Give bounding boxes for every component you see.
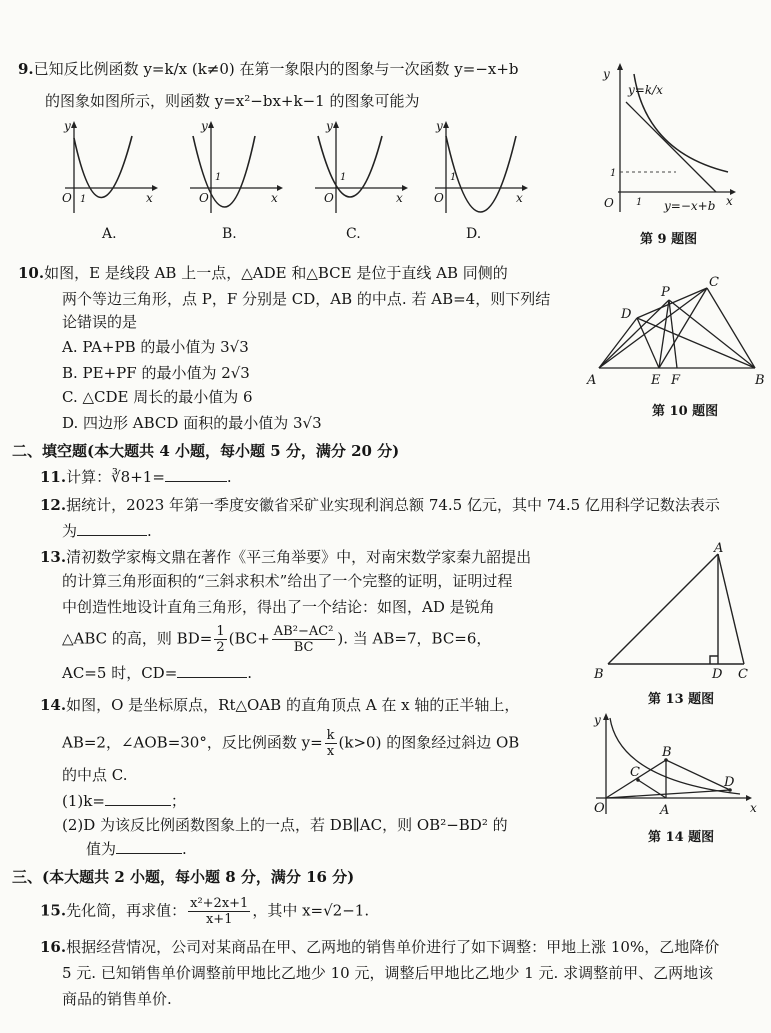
q14-sub2b: 值为 . bbox=[86, 840, 187, 858]
q10-point-c: C bbox=[709, 275, 719, 290]
q14-sub1: (1)k= ； bbox=[62, 792, 186, 810]
q10-line3: 论错误的是 bbox=[62, 313, 138, 331]
q13-point-d: D bbox=[712, 667, 723, 682]
q15-fraction: $\frac{\text{x²+2x+1}}{x+1}$ bbox=[190, 896, 249, 927]
q13-point-c: C bbox=[738, 667, 748, 682]
svg-text:y: y bbox=[594, 713, 601, 727]
q13-point-a: A bbox=[714, 541, 724, 556]
q9-option-a-graph bbox=[60, 118, 160, 218]
q9-option-b-graph bbox=[185, 118, 285, 218]
svg-text:1: 1 bbox=[610, 168, 617, 179]
q9-option-c-graph bbox=[310, 118, 410, 218]
q9a-x-label: x bbox=[146, 191, 153, 205]
q16-line3: 商品的销售单价. bbox=[62, 990, 172, 1008]
q9a-one: 1 bbox=[80, 194, 87, 205]
svg-text:x: x bbox=[396, 191, 403, 205]
svg-text:y: y bbox=[603, 67, 610, 81]
svg-text:x: x bbox=[516, 191, 523, 205]
svg-text:O: O bbox=[199, 191, 209, 205]
section-3-heading: 三、(本大题共 2 小题，每小题 8 分，满分 16 分) bbox=[12, 868, 355, 886]
q9-fig-curve-label: y=k/x bbox=[628, 83, 663, 97]
svg-text:y: y bbox=[326, 119, 333, 133]
q11: 11.计算：∛8+1= . bbox=[40, 468, 232, 486]
q13-line3: 中创造性地设计直角三角形，得出了一个结论：如图，AD 是锐角 bbox=[62, 598, 495, 616]
q12-answer-blank[interactable] bbox=[77, 521, 147, 536]
q13-fraction-half: $\frac{1}{2}$ bbox=[216, 624, 225, 655]
q10-option-a[interactable]: A. PA+PB 的最小值为 3√3 bbox=[62, 338, 249, 356]
q10-point-p: P bbox=[661, 285, 670, 300]
q13-point-b: B bbox=[594, 667, 604, 682]
q10-number: 10. bbox=[18, 264, 45, 282]
q14-answer-blank-1[interactable] bbox=[105, 791, 171, 806]
q14-point-c: C bbox=[630, 765, 640, 780]
q10-point-d: D bbox=[621, 307, 632, 322]
q10-line1: 10.如图，E 是线段 AB 上一点，△ADE 和△BCE 是位于直线 AB 同侧的 bbox=[18, 264, 508, 282]
svg-text:1: 1 bbox=[450, 172, 457, 183]
svg-text:y: y bbox=[436, 119, 443, 133]
q14-line1: 14.如图，O 是坐标原点，Rt△OAB 的直角顶点 A 在 x 轴的正半轴上， bbox=[40, 696, 520, 714]
q13-line2: 的计算三角形面积的“三斜求积术”给出了一个完整的证明，证明过程 bbox=[62, 572, 513, 590]
q10-option-c[interactable]: C. △CDE 周长的最小值为 6 bbox=[62, 388, 253, 406]
q9-number: 9. bbox=[18, 60, 34, 78]
q13-line1: 13.清初数学家梅文鼎在著作《平三角举要》中，对南宋数学家秦九韶提出 bbox=[40, 548, 532, 566]
svg-text:1: 1 bbox=[636, 197, 643, 208]
q9-option-c[interactable]: C. bbox=[346, 226, 361, 242]
q10-point-f: F bbox=[671, 373, 681, 388]
q14-point-o: O bbox=[594, 801, 605, 816]
q9-option-d-graph bbox=[430, 118, 530, 218]
q9-option-d[interactable]: D. bbox=[466, 226, 482, 242]
svg-text:x: x bbox=[271, 191, 278, 205]
q15: 15.先化简，再求值： $\frac{\text{x²+2x+1}}{x+1}$ ，其中 x=√2−1. bbox=[40, 896, 370, 927]
svg-text:y: y bbox=[201, 119, 208, 133]
q11-answer-blank[interactable] bbox=[165, 467, 227, 482]
q14-line2: AB=2，∠AOB=30°，反比例函数 y= $\frac{k}{x}$ (k>0) 的图象经过斜边 OB bbox=[62, 728, 520, 759]
svg-text:O: O bbox=[434, 191, 444, 205]
q9-option-a[interactable]: A. bbox=[102, 226, 117, 242]
q13-answer-blank[interactable] bbox=[177, 663, 247, 678]
q14-point-a: A bbox=[660, 803, 670, 818]
q9a-y-label: y bbox=[64, 119, 71, 133]
section-2-heading: 二、填空题(本大题共 4 小题，每小题 5 分，满分 20 分) bbox=[12, 442, 400, 460]
q10-point-e: E bbox=[651, 373, 661, 388]
svg-text:O: O bbox=[324, 191, 334, 205]
svg-text:1: 1 bbox=[215, 172, 222, 183]
q14-line3: 的中点 C. bbox=[62, 766, 128, 784]
q9-line2: 的图象如图所示，则函数 y=x²−bx+k−1 的图象可能为 bbox=[45, 92, 420, 110]
q14-answer-blank-2[interactable] bbox=[116, 839, 182, 854]
q9-figure bbox=[598, 62, 738, 222]
q13-fraction-main: $\frac{\text{AB²−AC²}}{BC}$ bbox=[273, 624, 334, 655]
svg-text:x: x bbox=[750, 801, 757, 815]
q10-line2: 两个等边三角形，点 P，F 分别是 CD，AB 的中点. 若 AB=4，则下列结 bbox=[62, 290, 551, 308]
q13-line5: AC=5 时，CD= . bbox=[62, 664, 253, 682]
q9a-origin: O bbox=[62, 191, 72, 205]
q10-option-d[interactable]: D. 四边形 ABCD 面积的最小值为 3√3 bbox=[62, 414, 322, 432]
q14-figure-caption: 第 14 题图 bbox=[648, 830, 715, 845]
q9-fig-line-label: y=−x+b bbox=[664, 199, 716, 213]
svg-text:x: x bbox=[726, 194, 733, 208]
q16-line2: 5 元. 已知销售单价调整前甲地比乙地少 10 元，调整后甲地比乙地少 1 元. 求调整前甲、乙两地该 bbox=[62, 964, 714, 982]
q9-option-b[interactable]: B. bbox=[222, 226, 237, 242]
q10-figure-caption: 第 10 题图 bbox=[652, 404, 719, 419]
q16-line1: 16.根据经营情况，公司对某商品在甲、乙两地的销售单价进行了如下调整：甲地上涨 10%，乙地降价 bbox=[40, 938, 720, 956]
q9-line1 bbox=[18, 58, 519, 80]
q10-figure bbox=[585, 272, 765, 392]
q12-line1: 12.据统计，2023 年第一季度安徽省采矿业实现利润总额 74.5 亿元，其中 74.5 亿用科学记数法表示 bbox=[40, 496, 720, 514]
q14-point-b: B bbox=[662, 745, 672, 760]
q13-figure bbox=[588, 540, 760, 680]
svg-text:O: O bbox=[604, 196, 614, 210]
q9-text-line1: 已知反比例函数 y=k/x (k≠0) 在第一象限内的图象与一次函数 y=−x+b bbox=[33, 60, 519, 78]
q9-figure-caption: 第 9 题图 bbox=[640, 232, 698, 247]
q14-figure bbox=[590, 710, 760, 820]
q14-fraction: $\frac{k}{x}$ bbox=[326, 728, 335, 759]
q14-sub2: (2)D 为该反比例函数图象上的一点，若 DB∥AC，则 OB²−BD² 的 bbox=[62, 816, 508, 834]
q10-point-a: A bbox=[587, 373, 597, 388]
q13-figure-caption: 第 13 题图 bbox=[648, 692, 715, 707]
q10-point-b: B bbox=[755, 373, 765, 388]
q13-line4: △ABC 的高，则 BD= $\frac{1}{2}$ (BC+ $\frac{\text{AB²−AC²}}{BC}$ ). 当 AB=7，BC=6， bbox=[62, 624, 492, 655]
q10-option-b[interactable]: B. PE+PF 的最小值为 2√3 bbox=[62, 364, 250, 382]
q14-point-d: D bbox=[724, 775, 735, 790]
svg-text:1: 1 bbox=[340, 172, 347, 183]
q12-line2: 为 . bbox=[62, 522, 152, 540]
